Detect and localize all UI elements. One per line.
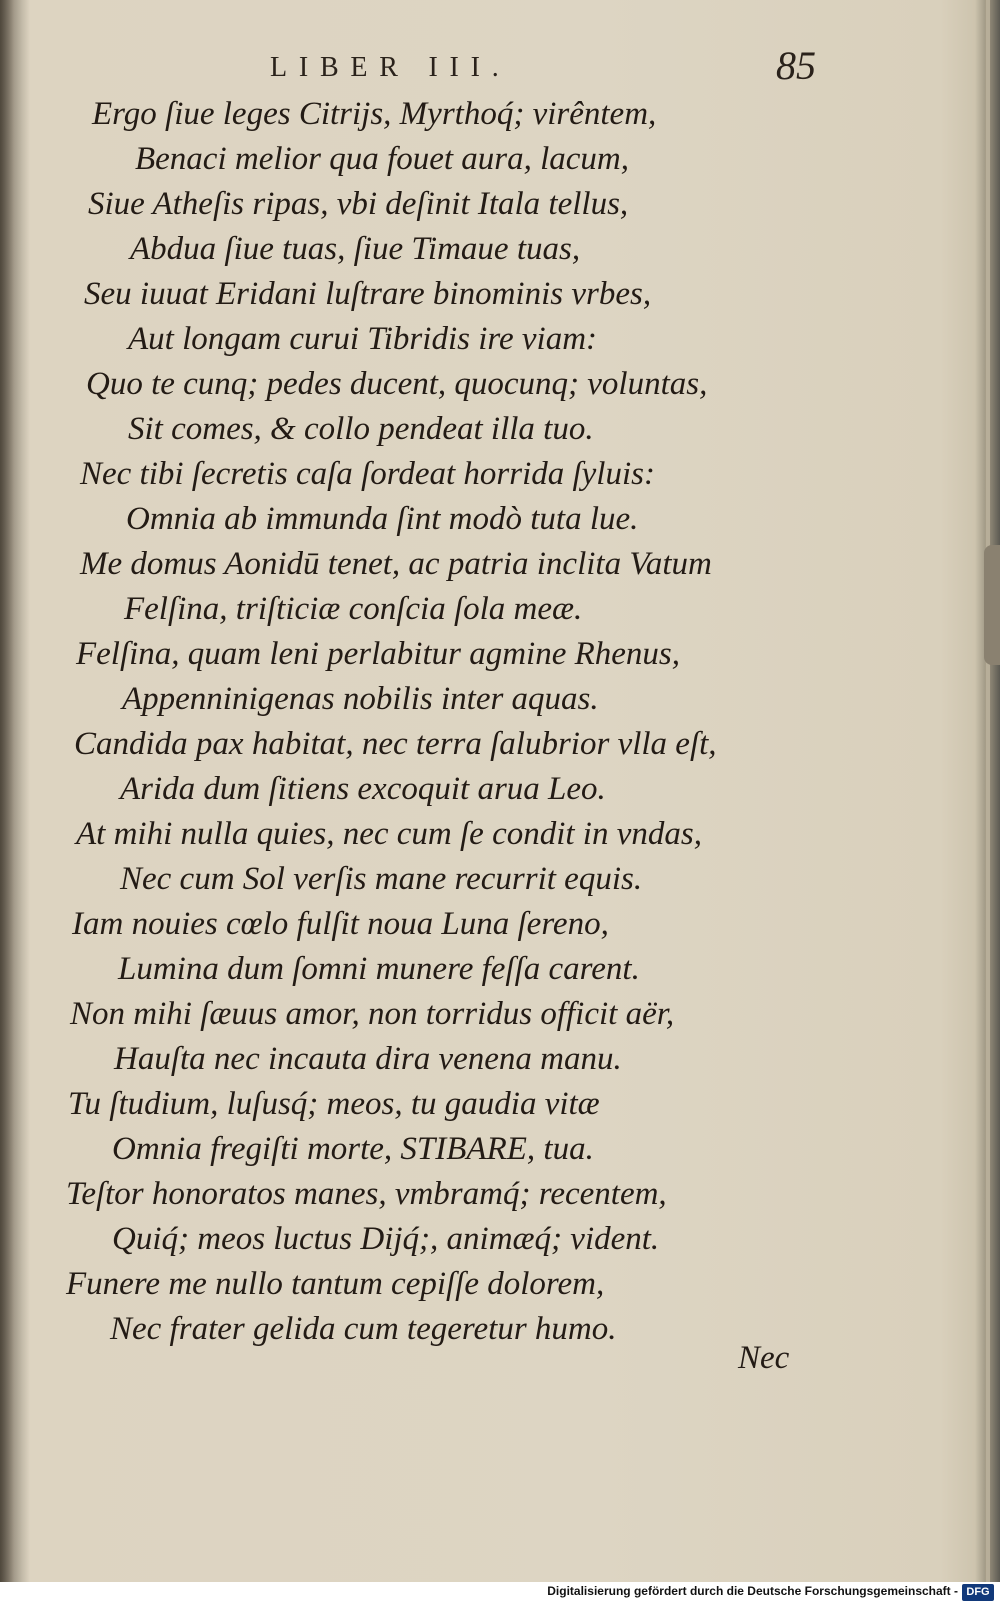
verse-line: Omnia fregiſti morte, STIBARE, tua. — [112, 1131, 594, 1167]
digitization-footer — [0, 1582, 1000, 1604]
verse-line: Nec frater gelida cum tegeretur humo. — [110, 1311, 617, 1347]
verse-line: Iam nouies cœlo fulſit noua Luna ſereno, — [72, 906, 609, 942]
verse-line: Sit comes, & collo pendeat illa tuo. — [128, 411, 594, 447]
verse-line: Felſina, quam leni perlabitur agmine Rhenus, — [76, 636, 681, 672]
dfg-logo-icon: DFG — [962, 1584, 994, 1601]
verse-line: Tu ſtudium, luſusq́; meos, tu gaudia vitæ — [68, 1086, 600, 1122]
verse-line: Candida pax habitat, nec terra ſalubrior vlla eſt, — [74, 726, 717, 762]
verse-line: Non mihi ſæuus amor, non torridus officit aër, — [70, 996, 675, 1032]
verse-block — [0, 92, 960, 1352]
verse-line: Siue Atheſis ripas, vbi deſinit Itala tellus, — [88, 186, 629, 222]
page-number: 85 — [776, 43, 816, 88]
verse-line: Nec tibi ſecretis caſa ſordeat horrida ſyluis: — [80, 456, 655, 492]
verse-line: Abdua ſiue tuas, ſiue Timaue tuas, — [130, 231, 581, 267]
catchword: Nec — [738, 1340, 790, 1376]
verse-line: Benaci melior qua fouet aura, lacum, — [135, 141, 630, 177]
verse-line: Quiq́; meos luctus Dijq́;, animæq́; vident. — [112, 1221, 660, 1257]
verse-line: Omnia ab immunda ſint modò tuta lue. — [126, 501, 639, 537]
running-head: LIBER III. — [270, 52, 511, 83]
verse-line: Teſtor honoratos manes, vmbramq́; recentem, — [66, 1176, 667, 1212]
page-tab-mark — [984, 545, 1000, 665]
verse-line: Quo te cunq; pedes ducent, quocunq; voluntas, — [86, 366, 708, 402]
funding-credit: Digitalisierung gefördert durch die Deutsche Forschungsgemeinschaft - — [547, 1584, 958, 1598]
verse-line: Seu iuuat Eridani luſtrare binominis vrbes, — [84, 276, 652, 312]
verse-line: Nec cum Sol verſis mane recurrit equis. — [120, 861, 643, 897]
verse-line: Aut longam curui Tibridis ire viam: — [128, 321, 598, 357]
verse-line: Appenninigenas nobilis inter aquas. — [122, 681, 599, 717]
verse-line: Me domus Aonidū tenet, ac patria inclita Vatum — [80, 546, 712, 582]
verse-line: At mihi nulla quies, nec cum ſe condit in vndas, — [76, 816, 702, 852]
verse-line: Arida dum ſitiens excoquit arua Leo. — [120, 771, 606, 807]
verse-line: Hauſta nec incauta dira venena manu. — [114, 1041, 622, 1077]
verse-line: Ergo ſiue leges Citrijs, Myrthoq́; virêntem, — [92, 96, 657, 132]
verse-line: Felſina, triſticiæ conſcia ſola meæ. — [124, 591, 583, 627]
verse-line: Lumina dum ſomni munere feſſa carent. — [118, 951, 640, 987]
verse-line: Funere me nullo tantum cepiſſe dolorem, — [66, 1266, 605, 1302]
page-edge — [985, 0, 990, 1582]
